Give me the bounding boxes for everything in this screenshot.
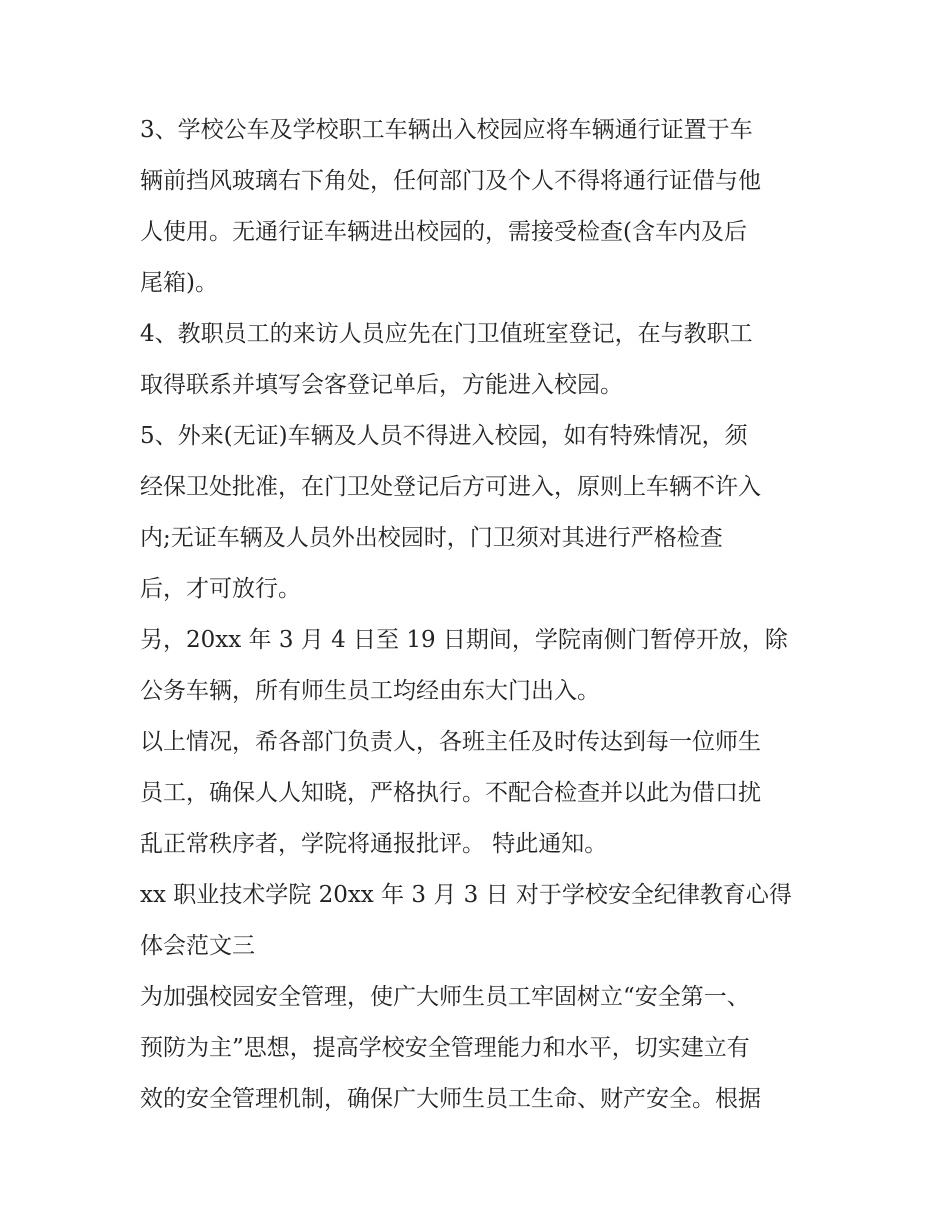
text-line: 效的安全管理机制，确保广大师生员工生命、财产安全。根据 xyxy=(140,1086,761,1112)
text-line: 为加强校园安全管理，使广大师生员工牢固树立“安全第一、 xyxy=(140,984,750,1010)
text-line: 体会范文三 xyxy=(140,933,255,959)
text-line: 经保卫处批准，在门卫处登记后方可进入，原则上车辆不许入 xyxy=(140,474,761,500)
text-line: 员工，确保人人知晓，严格执行。不配合检查并以此为借口扰 xyxy=(140,780,761,806)
text-line: 辆前挡风玻璃右下角处，任何部门及个人不得将通行证借与他 xyxy=(140,168,761,194)
text-line: 人使用。无通行证车辆进出校园的，需接受检查(含车内及后 xyxy=(140,219,747,245)
text-line: 公务车辆，所有师生员工均经由东大门出入。 xyxy=(140,678,600,704)
text-line: 后，才可放行。 xyxy=(140,576,301,602)
text-line: 5、外来(无证)车辆及人员不得进入校园，如有特殊情况，须 xyxy=(140,423,748,449)
text-line: 3、学校公车及学校职工车辆出入校园应将车辆通行证置于车 xyxy=(140,117,753,143)
text-line: 取得联系并填写会客登记单后，方能进入校园。 xyxy=(140,372,623,398)
text-line: 以上情况，希各部门负责人，各班主任及时传达到每一位师生 xyxy=(140,729,761,755)
text-line: xx 职业技术学院 20xx 年 3 月 3 日 对于学校安全纪律教育心得 xyxy=(140,882,792,908)
text-line: 内;无证车辆及人员外出校园时，门卫须对其进行严格检查 xyxy=(140,525,723,551)
text-line: 预防为主”思想，提高学校安全管理能力和水平，切实建立有 xyxy=(140,1035,750,1061)
text-line: 4、教职员工的来访人员应先在门卫值班室登记，在与教职工 xyxy=(140,321,753,347)
text-line: 另，20xx 年 3 月 4 日至 19 日期间，学院南侧门暂停开放，除 xyxy=(140,627,788,653)
text-line: 乱正常秩序者，学院将通报批评。 特此通知。 xyxy=(140,831,608,857)
text-line: 尾箱)。 xyxy=(140,270,218,296)
